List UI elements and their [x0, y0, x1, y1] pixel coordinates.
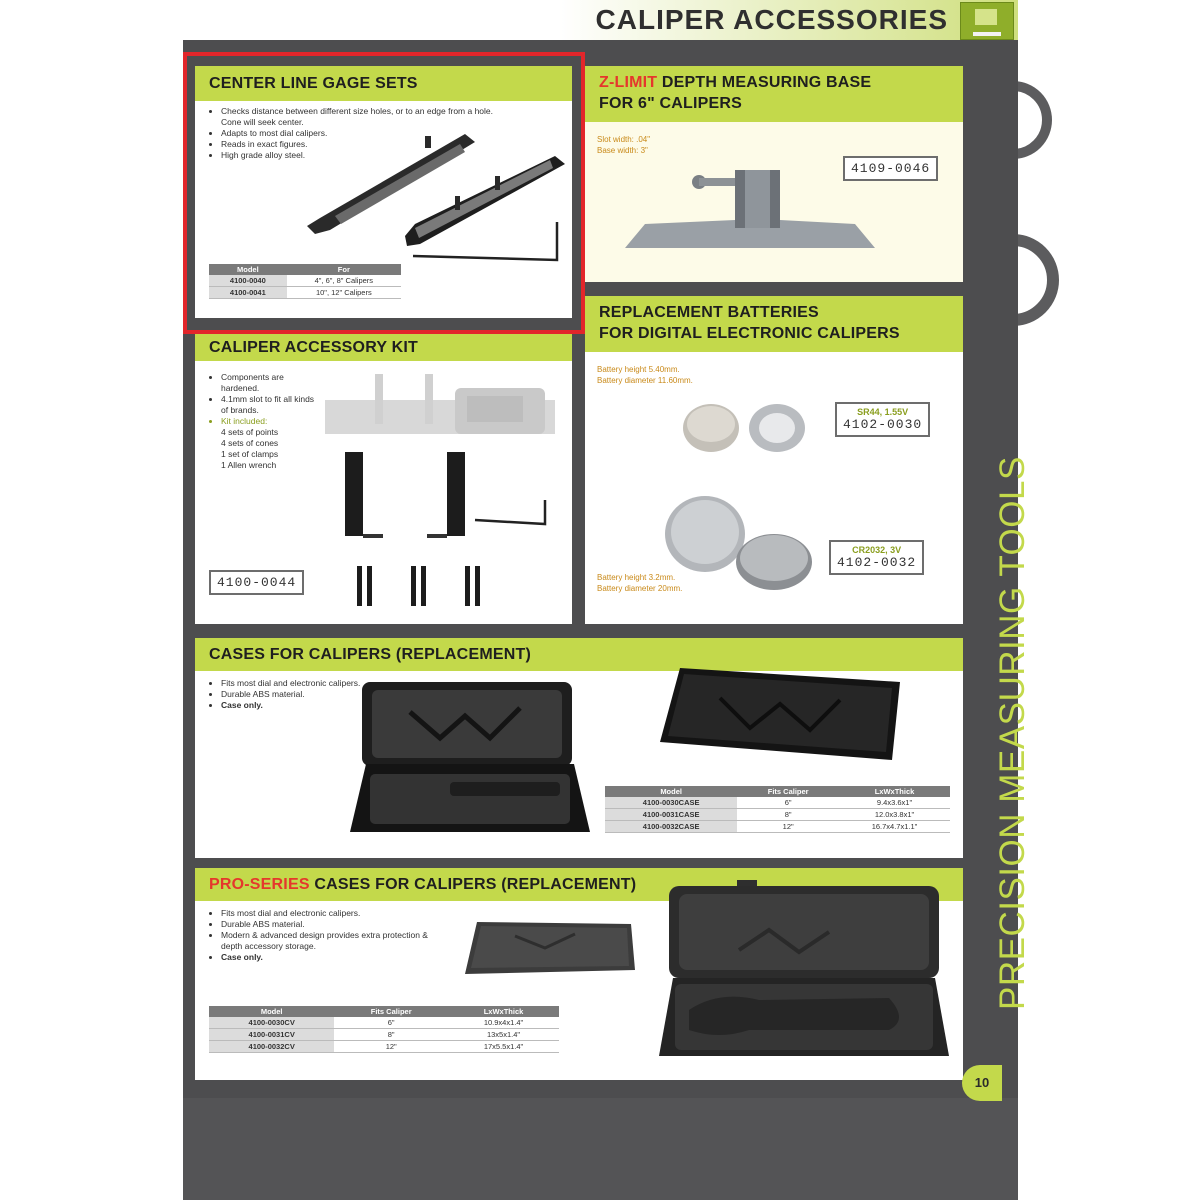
- batteries-title: [585, 296, 963, 352]
- pro-open-case-image: [659, 880, 949, 1060]
- bullet: • 4.1mm slot to fit all kinds of brands.: [221, 394, 321, 416]
- table-cell: 4", 6", 8" Calipers: [287, 275, 401, 287]
- page-number: 10: [962, 1065, 1002, 1101]
- cases-panel: [195, 638, 963, 858]
- cr2032-model-number: 4102-0032: [837, 555, 917, 570]
- depth-base-spec: [597, 134, 650, 156]
- closed-case-image: [660, 668, 910, 768]
- accessory-kit-model: 4100-0044: [209, 570, 304, 595]
- spec-line: Battery height 3.2mm.: [597, 573, 676, 582]
- sr44-spec: SR44, 1.55V: [857, 407, 909, 417]
- bullet: • Checks distance between different size holes, or to an edge from a hole.: [221, 106, 581, 117]
- table-cell: 4100-0031CV: [209, 1029, 334, 1041]
- table-header: Model: [209, 1006, 334, 1017]
- cases-table: [605, 786, 950, 833]
- batteries-panel: [585, 296, 963, 624]
- brand-logo: [960, 2, 1014, 40]
- table-row: [209, 1029, 559, 1041]
- page-footer-area: [183, 1098, 1018, 1200]
- bullet: • Durable ABS material.: [221, 689, 371, 700]
- spec-line: Slot width: .04": [597, 135, 651, 144]
- spec-line: Battery diameter 20mm.: [597, 584, 683, 593]
- spec-line: Battery diameter 11.60mm.: [597, 376, 693, 385]
- depth-base-title: [585, 66, 963, 122]
- bullet: • Reads in exact figures.: [221, 139, 581, 150]
- bullet: • Durable ABS material.: [221, 919, 431, 930]
- table-cell: 17x5.5x1.4": [448, 1041, 559, 1053]
- bullet: • High grade alloy steel.: [221, 150, 581, 161]
- bullet: 4 sets of points: [221, 427, 279, 437]
- table-header: Fits Caliper: [334, 1006, 448, 1017]
- table-row: [209, 1017, 559, 1029]
- spec-line: Base width: 3": [597, 146, 648, 155]
- table-header: Model: [605, 786, 737, 797]
- open-case-image: [350, 682, 590, 842]
- accessory-kit-title: CALIPER ACCESSORY KIT: [195, 334, 572, 361]
- table-cell: 12.0x3.8x1": [839, 809, 950, 821]
- bullet: • Case only.: [221, 952, 431, 963]
- depth-base-panel: [585, 66, 963, 282]
- table-cell: 13x5x1.4": [448, 1029, 559, 1041]
- bullet: • Kit included:: [221, 416, 321, 427]
- depth-base-model: 4109-0046: [843, 156, 938, 181]
- table-cell: 8": [334, 1029, 448, 1041]
- batteries-title-line2: FOR DIGITAL ELECTRONIC CALIPERS: [599, 325, 900, 342]
- bullet: • Fits most dial and electronic calipers.: [221, 678, 371, 689]
- depth-base-title-accent: Z-LIMIT: [599, 74, 658, 91]
- sr44-battery-image: [681, 398, 811, 460]
- cases-bullets: [209, 678, 371, 711]
- bullet: • Modern & advanced design provides extra protection & depth accessory storage.: [221, 930, 431, 952]
- bullet: • Components are hardened.: [221, 372, 321, 394]
- table-cell: 6": [334, 1017, 448, 1029]
- depth-base-image: [625, 162, 885, 257]
- table-cell: 8": [737, 809, 839, 821]
- table-cell: 4100-0032CV: [209, 1041, 334, 1053]
- page-title: CALIPER ACCESSORIES: [595, 4, 948, 35]
- accessory-kit-image: [315, 370, 565, 610]
- table-cell: 9.4x3.6x1": [839, 797, 950, 809]
- batteries-title-line1: REPLACEMENT BATTERIES: [599, 304, 819, 321]
- table-cell: 4100-0030CASE: [605, 797, 737, 809]
- accessory-kit-panel: [195, 334, 572, 624]
- table-cell: 12": [737, 821, 839, 833]
- table-cell: 16.7x4.7x1.1": [839, 821, 950, 833]
- table-header: For: [287, 264, 401, 275]
- cr2032-model: [829, 540, 924, 575]
- table-cell: 4100-0031CASE: [605, 809, 737, 821]
- pro-closed-case-image: [465, 922, 635, 976]
- pro-cases-table: [209, 1006, 559, 1053]
- table-cell: 10.9x4x1.4": [448, 1017, 559, 1029]
- sr44-model: [835, 402, 930, 437]
- pro-cases-bullets: [209, 908, 431, 963]
- table-header: LxWxThick: [448, 1006, 559, 1017]
- table-header: Model: [209, 264, 287, 275]
- table-row: [605, 809, 950, 821]
- bullet: • Adapts to most dial calipers.: [221, 128, 581, 139]
- bullet: Cone will seek center.: [221, 117, 304, 127]
- pro-cases-title-rest: CASES FOR CALIPERS (REPLACEMENT): [309, 876, 637, 893]
- table-cell: 4100-0032CASE: [605, 821, 737, 833]
- table-row: [209, 1041, 559, 1053]
- depth-base-title-rest: DEPTH MEASURING BASE: [657, 74, 872, 91]
- cases-title: CASES FOR CALIPERS (REPLACEMENT): [195, 638, 963, 671]
- table-header: Fits Caliper: [737, 786, 839, 797]
- cr2032-spec: CR2032, 3V: [852, 545, 902, 555]
- batteries-spec-2: [597, 572, 682, 594]
- side-title: PRECISION MEASURING TOOLS: [993, 456, 1032, 1010]
- table-cell: 4100-0030CV: [209, 1017, 334, 1029]
- table-cell: 6": [737, 797, 839, 809]
- sr44-model-number: 4102-0030: [843, 417, 923, 432]
- table-cell: 12": [334, 1041, 448, 1053]
- selection-highlight: [183, 52, 585, 334]
- depth-base-title-line2: FOR 6" CALIPERS: [599, 95, 743, 112]
- batteries-spec-1: [597, 364, 693, 386]
- table-row: [605, 821, 950, 833]
- table-cell: 4100-0040: [209, 275, 287, 287]
- spec-line: Battery height 5.40mm.: [597, 365, 680, 374]
- table-cell: 10", 12" Calipers: [287, 287, 401, 299]
- cr2032-battery-image: [659, 492, 819, 592]
- header-band: [183, 0, 1018, 40]
- table-row: [605, 797, 950, 809]
- pro-cases-title-accent: PRO-SERIES: [209, 876, 310, 893]
- table-cell: 4100-0041: [209, 287, 287, 299]
- bullet: 1 set of clamps: [221, 449, 279, 459]
- table-header: LxWxThick: [839, 786, 950, 797]
- bullet: • Case only.: [221, 700, 371, 711]
- accessory-kit-bullets: [209, 372, 321, 471]
- bullet: • Fits most dial and electronic calipers.: [221, 908, 431, 919]
- bullet: 1 Allen wrench: [221, 460, 277, 470]
- bullet: 4 sets of cones: [221, 438, 279, 448]
- center-line-title: CENTER LINE GAGE SETS: [195, 66, 572, 101]
